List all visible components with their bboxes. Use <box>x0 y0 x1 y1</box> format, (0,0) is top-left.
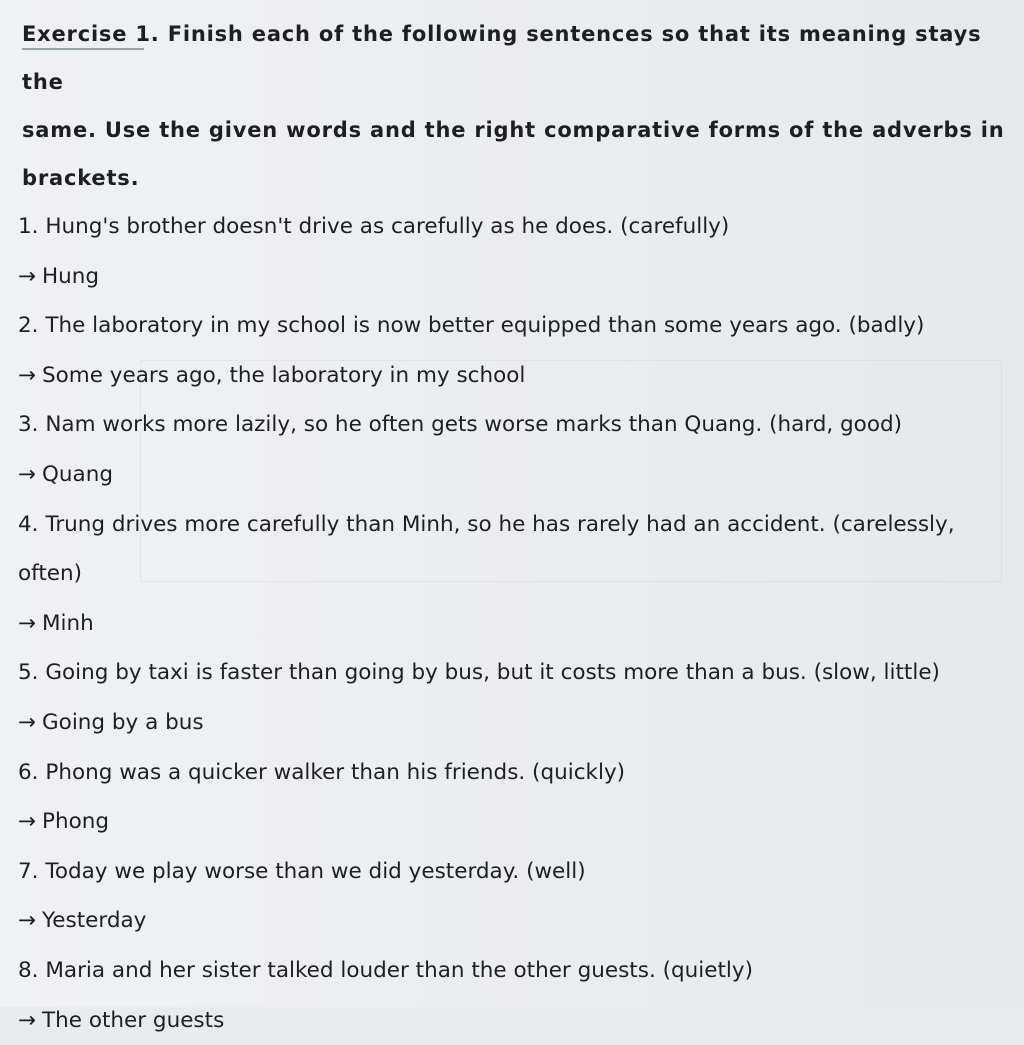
arrow-icon: → <box>18 996 42 1045</box>
arrow-icon: → <box>18 450 42 500</box>
answer-5[interactable] <box>18 698 1009 748</box>
answer-7[interactable] <box>18 896 1009 946</box>
arrow-icon: → <box>18 252 42 302</box>
question-2: 2. The laboratory in my school is now better equipped than some years ago. (badly) <box>18 301 1009 351</box>
question-4: 4. Trung drives more carefully than Minh, so he has rarely had an accident. (carelessly, <box>18 500 1009 550</box>
arrow-icon: → <box>18 351 42 401</box>
question-5: 5. Going by taxi is faster than going by bus, but it costs more than a bus. (slow, little) <box>18 648 1009 698</box>
question-6: 6. Phong was a quicker walker than his friends. (quickly) <box>18 748 1009 798</box>
exercise-title: Exercise 1. <box>22 22 160 46</box>
answer-3[interactable] <box>18 450 1009 500</box>
answer-start: Some years ago, the laboratory in my school <box>42 363 525 388</box>
question-8: 8. Maria and her sister talked louder than the other guests. (quietly) <box>18 946 1009 996</box>
answer-start: Phong <box>42 809 109 834</box>
answer-8[interactable] <box>18 996 1009 1045</box>
answer-start: Hung <box>42 264 99 289</box>
answer-start: The other guests <box>42 1008 224 1033</box>
answer-2[interactable] <box>18 351 1009 401</box>
arrow-icon: → <box>18 698 42 748</box>
answer-start: Quang <box>42 462 113 487</box>
exercise-header <box>22 10 1009 106</box>
answer-1[interactable] <box>18 252 1009 302</box>
answer-start: Minh <box>42 611 94 636</box>
question-1: 1. Hung's brother doesn't drive as carefully as he does. (carefully) <box>18 202 1009 252</box>
title-underline <box>22 48 144 50</box>
question-4-continued: often) <box>18 549 1009 599</box>
answer-6[interactable] <box>18 797 1009 847</box>
question-3: 3. Nam works more lazily, so he often gets worse marks than Quang. (hard, good) <box>18 400 1009 450</box>
instruction-line-1: Finish each of the following sentences so that its meaning stays the <box>22 22 981 94</box>
question-7: 7. Today we play worse than we did yesterday. (well) <box>18 847 1009 897</box>
instruction-line-2: same. Use the given words and the right comparative forms of the adverbs in <box>22 106 1009 154</box>
exercise-content <box>14 10 1009 1045</box>
arrow-icon: → <box>18 797 42 847</box>
answer-4[interactable] <box>18 599 1009 649</box>
arrow-icon: → <box>18 599 42 649</box>
answer-start: Going by a bus <box>42 710 204 735</box>
arrow-icon: → <box>18 896 42 946</box>
instruction-line-3: brackets. <box>22 154 1009 202</box>
answer-start: Yesterday <box>42 908 146 933</box>
